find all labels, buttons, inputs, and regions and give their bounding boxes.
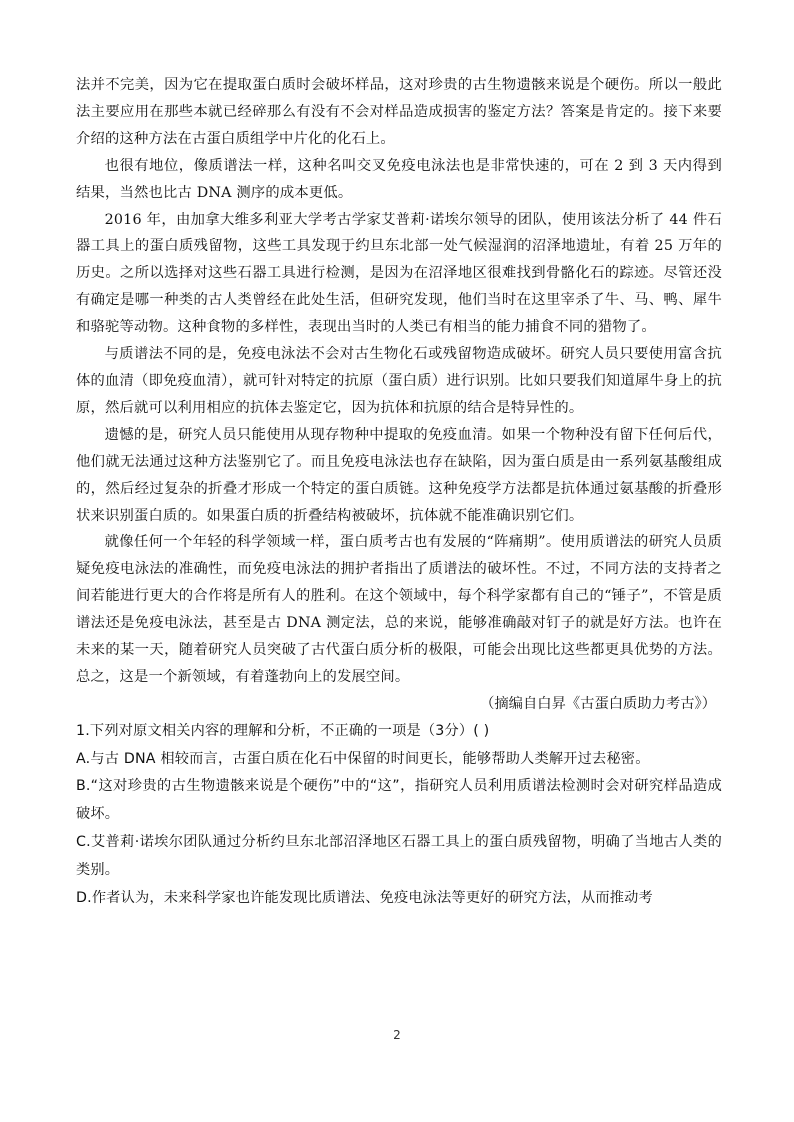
page-number: 2	[393, 1028, 401, 1042]
article-source: （摘编自白昇《古蛋白质助力考古》）	[480, 695, 716, 712]
article-paragraph-4: 与质谱法不同的是，免疫电泳法不会对古生物化石或残留物造成破坏。研究人员只要使用富含抗体的血清（即免疫血清），就可针对特定的抗原（蛋白质）进行识别。比如只要我们知道犀牛身上的抗原，然后就可以利用相应的抗体去鉴定它，因为抗体和抗原的结合是特异性的。	[76, 346, 722, 416]
article-paragraph-6: 就像任何一个年轻的科学领域一样，蛋白质考古也有发展的“阵痛期”。使用质谱法的研究人员质疑免疫电泳法的准确性，而免疫电泳法的拥护者指出了质谱法的破坏性。不过，不同方法的支持者之间若能进行更大的合作将是所有人的胜利。在这个领域中，每个科学家都有自己的“锤子”，不管是质谱法还是免疫电泳法，甚至是古 DNA 测定法，总的来说，能够准确敲对钉子的就是好方法。也许在未来的某一天，随着研究人员突破了古代蛋白质分析的极限，可能会出现比这些都更具优势的方法。总之，这是一个新领域，有着蓬勃向上的发展空间。	[76, 534, 722, 685]
article-body	[76, 72, 722, 718]
document-page	[76, 72, 722, 912]
question-option-b: B.“这对珍贵的古生物遗骸来说是个硬伤”中的“这”，指研究人员利用质谱法检测时会对研究样品造成破坏。	[76, 778, 722, 823]
question-stem: 1.下列对原文相关内容的理解和分析，不正确的一项是（3分）( )	[76, 722, 490, 739]
question-option-d: D.作者认为，未来科学家也许能发现比质谱法、免疫电泳法等更好的研究方法，从而推动考	[76, 889, 653, 906]
article-paragraph-2: 也很有地位，像质谱法一样，这种名叫交叉免疫电泳法也是非常快速的，可在 2 到 3 天内得到结果，当然也比古 DNA 测序的成本更低。	[76, 157, 722, 201]
article-paragraph-5: 遗憾的是，研究人员只能使用从现存物种中提取的免疫血清。如果一个物种没有留下任何后代，他们就无法通过这种方法鉴别它了。而且免疫电泳法也存在缺陷，因为蛋白质是由一系列氨基酸组成的，然后经过复杂的折叠才形成一个特定的蛋白质链。这种免疫学方法都是抗体通过氨基酸的折叠形状来识别蛋白质的。如果蛋白质的折叠结构被破坏，抗体就不能准确识别它们。	[76, 426, 722, 524]
question-option-c: C.艾普莉·诺埃尔团队通过分析约旦东北部沼泽地区石器工具上的蛋白质残留物，明确了当地古人类的类别。	[76, 833, 722, 878]
article-paragraph-3: 2016 年，由加拿大维多利亚大学考古学家艾普莉·诺埃尔领导的团队，使用该法分析了 44 件石器工具上的蛋白质残留物，这些工具发现于约旦东北部一处气候湿润的沼泽地遗址，有着 25 万年的历史。之所以选择对这些石器工具进行检测，是因为在沼泽地区很难找到骨骼化石的踪迹。尽管还没有确定是哪一种类的古人类曾经在此处生活，但研究发现，他们当时在这里宰杀了牛、马、鸭、犀牛和骆驼等动物。这种食物的多样性，表现出当时的人类已有相当的能力捕食不同的猎物了。	[76, 211, 722, 336]
question-option-a: A.与古 DNA 相较而言，古蛋白质在化石中保留的时间更长，能够帮助人类解开过去秘密。	[76, 750, 650, 767]
article-paragraph-1: 法并不完美，因为它在提取蛋白质时会破坏样品，这对珍贵的古生物遗骸来说是个硬伤。所以一般此法主要应用在那些本就已经碎那么有没有不会对样品造成损害的鉴定方法？答案是肯定的。接下来要介绍的这种方法在古蛋白质组学中片化的化石上。	[76, 77, 722, 147]
question-1	[76, 718, 722, 913]
